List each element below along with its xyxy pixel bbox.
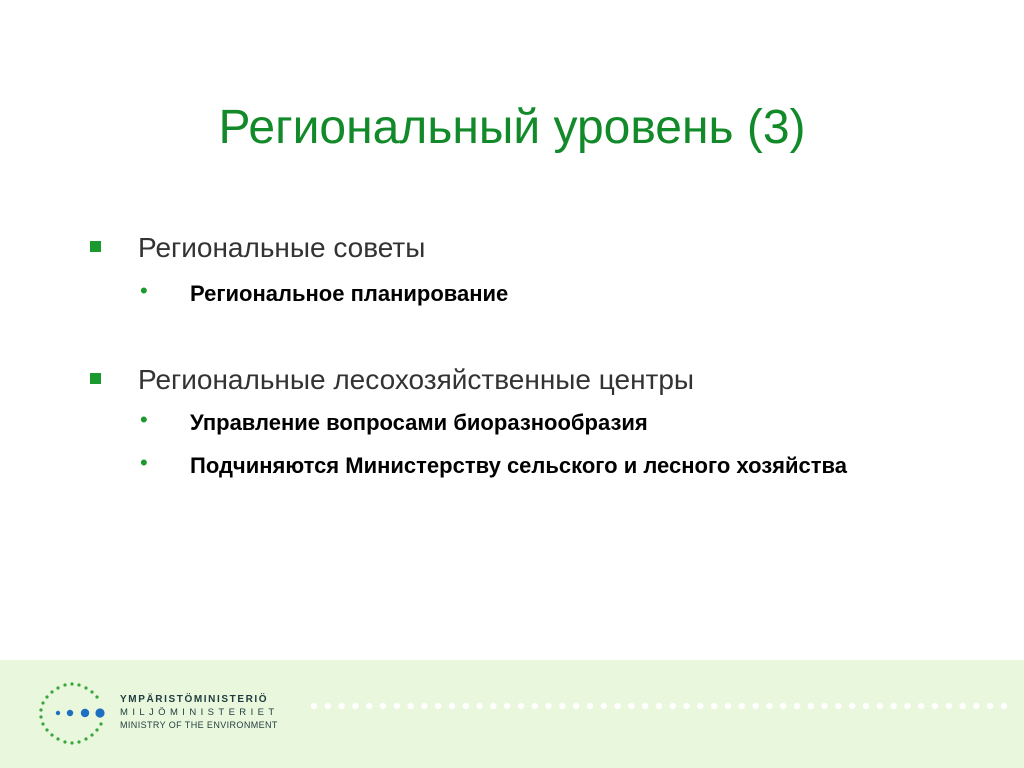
decorative-dot xyxy=(628,703,634,709)
decorative-dot xyxy=(863,703,869,709)
decorative-dot xyxy=(601,703,607,709)
decorative-dot xyxy=(642,703,648,709)
decorative-dot xyxy=(449,703,455,709)
decorative-dot xyxy=(904,703,910,709)
decorative-dot xyxy=(545,703,551,709)
decorative-dot xyxy=(559,703,565,709)
bullet-item-biodiversity: Управление вопросами биоразнообразия xyxy=(190,410,648,435)
decorative-dot xyxy=(794,703,800,709)
decorative-dot xyxy=(849,703,855,709)
decorative-dot xyxy=(821,703,827,709)
dot-bullet-icon: • xyxy=(140,450,148,475)
square-bullet-icon xyxy=(90,373,101,384)
decorative-dot xyxy=(918,703,924,709)
decorative-dot xyxy=(421,703,427,709)
decorative-dot xyxy=(752,703,758,709)
dot-bullet-icon: • xyxy=(140,407,148,432)
decorative-dot xyxy=(573,703,579,709)
slide-title: Региональный уровень (3) xyxy=(218,101,806,154)
decorative-dot xyxy=(394,703,400,709)
decorative-dot xyxy=(932,703,938,709)
bullet-item-ministry-subordination: Подчиняются Министерству сельского и лесного хозяйства xyxy=(190,453,847,478)
org-name-swedish: MILJÖMINISTERIET xyxy=(120,707,279,718)
dot-bullet-icon: • xyxy=(140,278,148,303)
decorative-dot xyxy=(338,703,344,709)
decorative-dot xyxy=(1001,703,1007,709)
ministry-wordmark xyxy=(120,693,279,732)
decorative-dot xyxy=(463,703,469,709)
decorative-dot xyxy=(670,703,676,709)
decorative-dot xyxy=(808,703,814,709)
decorative-dot xyxy=(407,703,413,709)
decorative-dot xyxy=(739,703,745,709)
decorative-dot xyxy=(987,703,993,709)
decorative-dot xyxy=(352,703,358,709)
square-bullet-icon xyxy=(90,241,101,252)
decorative-dot xyxy=(504,703,510,709)
footer-band xyxy=(0,660,1024,768)
section-heading-regional-councils: Региональные советы xyxy=(138,232,426,263)
decorative-dot xyxy=(476,703,482,709)
decorative-dot xyxy=(711,703,717,709)
decorative-dot xyxy=(380,703,386,709)
decorative-dot xyxy=(311,703,317,709)
section-heading-forestry-centres: Региональные лесохозяйственные центры xyxy=(138,364,695,395)
bullet-item-regional-planning: Региональное планирование xyxy=(190,281,509,306)
decorative-dot xyxy=(614,703,620,709)
logo-inner-dots xyxy=(56,708,105,717)
decorative-dot xyxy=(766,703,772,709)
org-name-english: MINISTRY OF THE ENVIRONMENT xyxy=(120,720,278,730)
decorative-dot xyxy=(490,703,496,709)
decorative-dot xyxy=(518,703,524,709)
decorative-dot xyxy=(959,703,965,709)
decorative-dot xyxy=(683,703,689,709)
decorative-dot-row xyxy=(310,700,1020,712)
decorative-dot xyxy=(435,703,441,709)
decorative-dot xyxy=(366,703,372,709)
decorative-dot xyxy=(890,703,896,709)
ministry-logo-icon xyxy=(34,680,114,748)
decorative-dot xyxy=(973,703,979,709)
decorative-dot xyxy=(587,703,593,709)
decorative-dot xyxy=(325,703,331,709)
decorative-dot xyxy=(877,703,883,709)
decorative-dot xyxy=(697,703,703,709)
decorative-dot xyxy=(656,703,662,709)
decorative-dot xyxy=(725,703,731,709)
org-name-finnish: YMPÄRISTÖMINISTERIÖ xyxy=(120,694,269,705)
decorative-dot xyxy=(532,703,538,709)
decorative-dot xyxy=(835,703,841,709)
decorative-dot xyxy=(780,703,786,709)
decorative-dot xyxy=(946,703,952,709)
